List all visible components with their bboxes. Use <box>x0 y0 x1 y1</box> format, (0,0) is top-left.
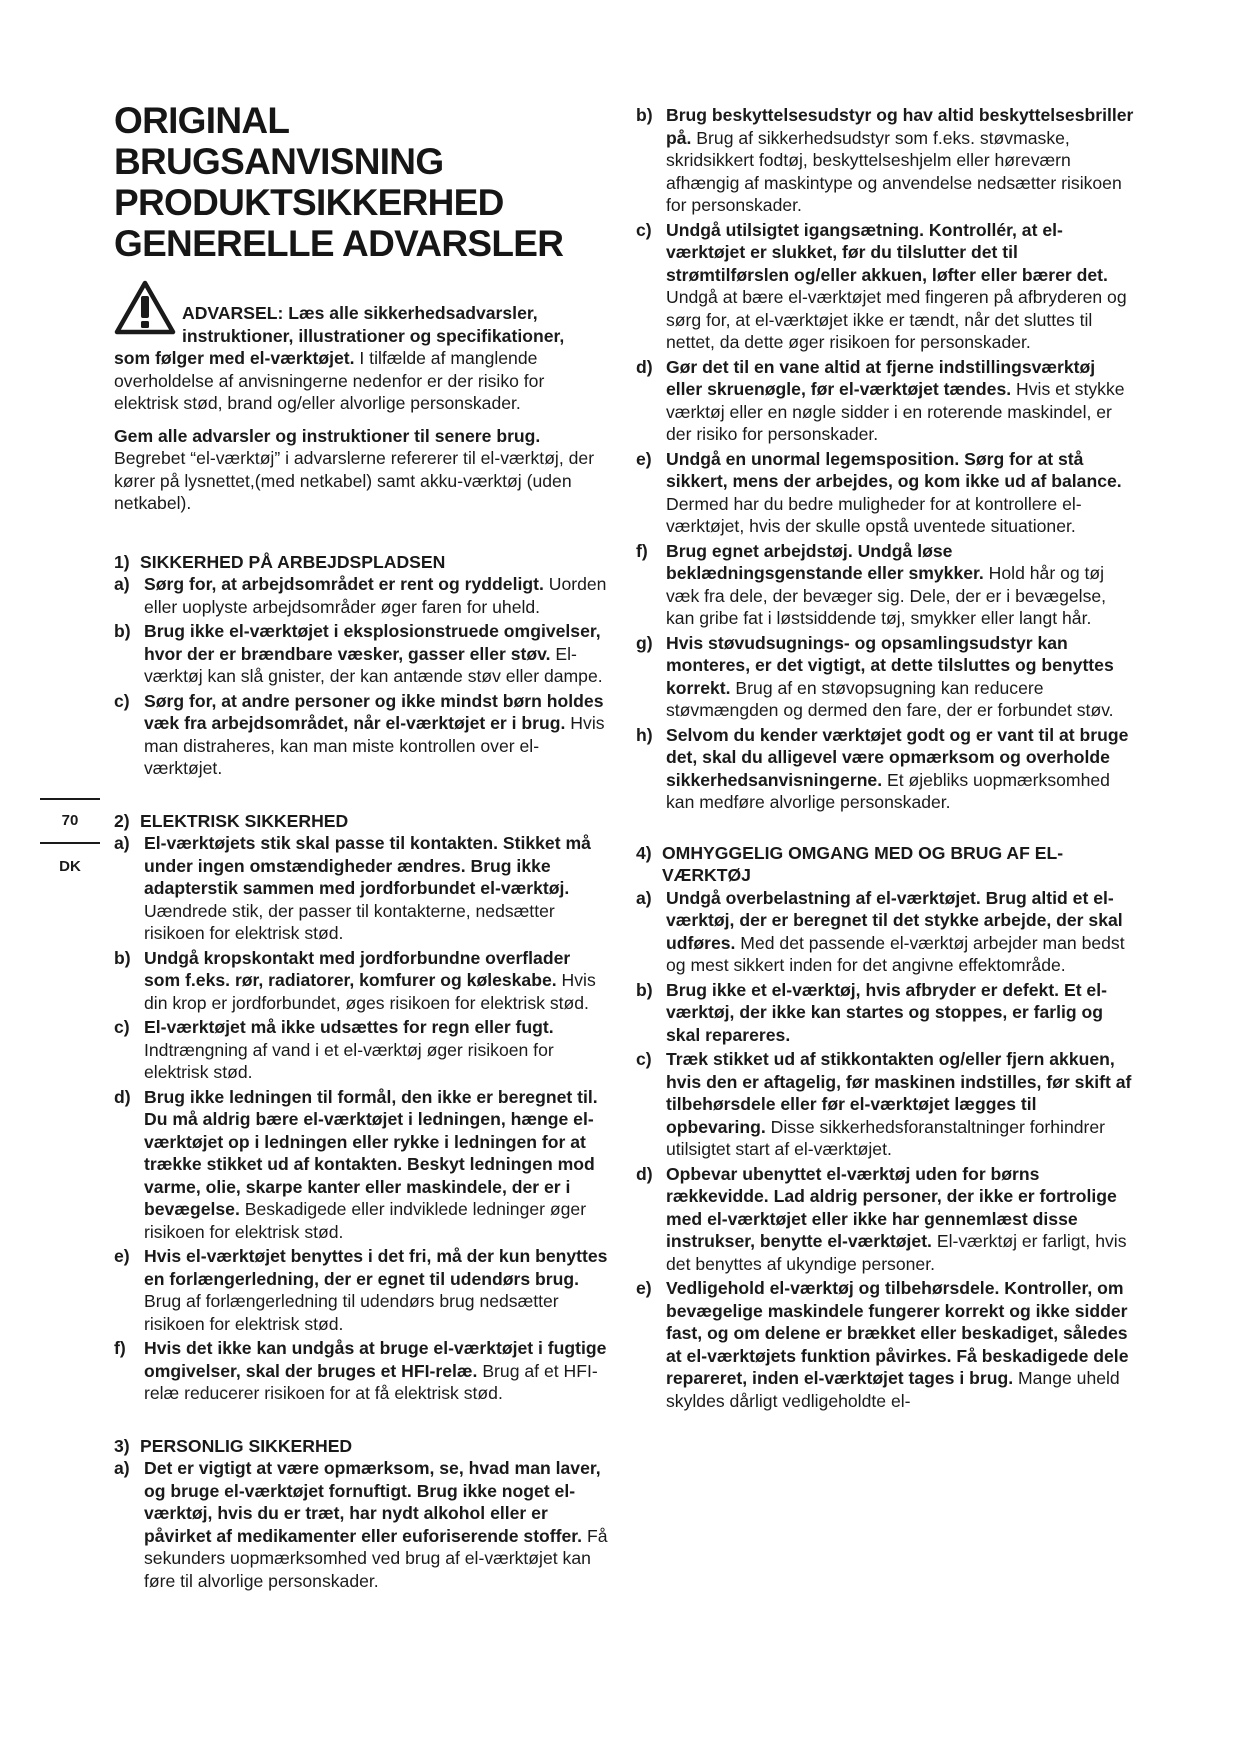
warning-bold: som følger med el-værktøjet. <box>114 348 355 368</box>
item-normal: Få sekunders uopmærksomhed ved brug af el-værktøjet kan føre til alvorlige personskader. <box>144 1525 608 1591</box>
item-bold: Undgå utilsigtet igangsætning. Kontrollér, at el-værktøjet er slukket, før du tilslutter det til strømtilførslen og/eller akkuen, løfter eller bærer det. <box>666 219 1108 285</box>
item-label: b) <box>114 621 131 641</box>
item-bold: Opbevar ubenyttet el-værktøj uden for børns rækkevidde. Lad aldrig personer, der ikke er fortrolige med el-værktøjet eller ikke har gennemlæst disse instrukser, benytte el-værktøjet. <box>666 1163 1117 1251</box>
definition-note: Begrebet “el-værktøj” i advarslerne refererer til el-værktøj, der kører på lysnettet,(med netkabel) samt akku-værktøj (uden netkabel). <box>114 448 595 513</box>
item-label: c) <box>636 1049 652 1069</box>
item-bold: Træk stikket ud af stikkontakten og/eller fjern akkuen, hvis den er aftagelig, før maskinen indstilles, før skift af tilbehørsdele eller før el-værktøjet lægges til opbevaring. <box>666 1049 1132 1137</box>
item-bold: Brug egnet arbejdstøj. Undgå løse beklædningsgenstande eller smykker. <box>666 540 984 583</box>
left-sections <box>114 551 611 1593</box>
item-bold: Brug ikke et el-værktøj, hvis afbryder er defekt. Et el-værktøj, der ikke kan startes og stoppes, er farlig og skal repareres. <box>666 979 1107 1045</box>
item-text <box>144 620 611 688</box>
item-bold: Vedligehold el-værktøj og tilbehørsdele. Kontroller, om bevægelige maskindele fungerer korrekt og ikke sidder fast, og om delene er brækket eller beskadiget, således at el-værktøjets funktion påvirkes. Få beskadigede dele repareret, inden el-værktøjet tages i brug. <box>666 1278 1129 1388</box>
warning-triangle-icon <box>114 280 176 336</box>
list-item <box>114 1086 611 1244</box>
item-bold: Brug ikke ledningen til formål, den ikke er beregnet til. Du må aldrig bære el-værktøjet i ledningen, hænge el-værktøjet op i ledningen eller rykke i ledningen for at trække stikket ud af kontakten. Beskyt ledningen mod varme, olie, skarpe kanter eller maskindele, der er i bevægelse. <box>144 1086 598 1219</box>
item-normal: El-værktøj er farligt, hvis det benyttes af ukyndige personer. <box>666 1231 1127 1274</box>
page-title <box>114 100 611 264</box>
item-text <box>666 724 1136 814</box>
item-bold: Selvom du kender værktøjet godt og er vant til at bruge det, skal du alligevel være opmærksom og overholde sikkerhedsanvisningerne. <box>666 724 1129 790</box>
list-item <box>636 356 1136 446</box>
title-line: PRODUKTSIKKERHED <box>114 182 504 223</box>
section-number: 2) <box>114 810 130 831</box>
list-item <box>114 1245 611 1335</box>
item-label: a) <box>114 833 130 853</box>
item-label: h) <box>636 724 653 745</box>
item-label: b) <box>636 979 653 1000</box>
item-label: a) <box>114 1458 130 1478</box>
item-label: e) <box>114 1246 130 1266</box>
item-label: e) <box>636 1278 652 1298</box>
list-item <box>636 1048 1136 1161</box>
item-bold: Undgå en unormal legemsposition. Sørg for at stå sikkert, mens der arbejdes, og kom ikke ud af balance. <box>666 448 1122 491</box>
save-note: Gem alle advarsler og instruktioner til senere brug. <box>114 425 541 446</box>
item-normal: Et øjebliks uopmærksomhed kan medføre alvorlige personskader. <box>666 769 1110 812</box>
section-heading <box>114 551 611 574</box>
list-item <box>636 219 1136 354</box>
item-normal: Undgå at bære el-værktøjet med fingeren på afbryderen og sørg for, at el-værktøjet ikke er tændt, når det sluttes til nettet, da dette øger risikoen for personskader. <box>666 287 1127 352</box>
item-text <box>144 1337 611 1405</box>
left-column <box>114 100 611 1594</box>
item-normal: Hvis din krop er jordforbundet, øges risikoen for elektrisk stød. <box>144 970 596 1013</box>
item-bold: Brug ikke el-værktøjet i eksplosionstruede omgivelser, hvor der er brændbare væsker, gasser eller støv. <box>144 621 601 664</box>
item-normal: Brug af sikkerhedsudstyr som f.eks. støvmaske, skridsikkert fodtøj, beskyttelseshjelm eller høreværn afhængig af maskintype og anvendelse nedsætter risikoen for personskader. <box>666 127 1122 215</box>
item-normal: Uorden eller uoplyste arbejdsområder øger faren for uheld. <box>144 574 607 617</box>
item-label: e) <box>636 448 652 469</box>
list-item <box>114 832 611 945</box>
item-text <box>666 219 1136 354</box>
item-normal: Mange uheld skyldes dårligt vedligeholdte el- <box>666 1368 1120 1411</box>
item-text <box>144 690 611 780</box>
item-text <box>666 1277 1136 1412</box>
item-label: f) <box>114 1338 126 1358</box>
list-item <box>114 1016 611 1084</box>
item-label: b) <box>636 105 653 125</box>
title-line: GENERELLE ADVARSLER <box>114 223 564 264</box>
item-text <box>666 448 1136 538</box>
list-item <box>636 540 1136 630</box>
item-normal: Med det passende el-værktøj arbejder man bedst og mest sikkert inden for det angivne effektområde. <box>666 932 1125 975</box>
item-normal: Disse sikkerhedsforanstaltninger forhindrer utilsigtet start af el-værktøjet. <box>666 1116 1106 1159</box>
item-bold: El-værktøjets stik skal passe til kontakten. Stikket må under ingen omstændigheder ændres. Brug ikke adapterstik sammen med jordforbundet el-værktøj. <box>144 833 591 898</box>
item-bold: Gør det til en vane altid at fjerne indstillingsværktøj eller skruenøgle, før el-værktøjet tændes. <box>666 356 1096 399</box>
item-label: d) <box>636 1163 653 1184</box>
list-item <box>114 1457 611 1592</box>
item-bold: Undgå kropskontakt med jordforbundne overflader som f.eks. rør, radiatorer, komfurer og køleskabe. <box>144 947 571 990</box>
section-heading <box>114 810 611 833</box>
item-bold: Hvis det ikke kan undgås at bruge el-værktøjet i fugtige omgivelser, skal der bruges et HFI-relæ. <box>144 1338 607 1381</box>
list-item <box>114 690 611 780</box>
section-title: OMHYGGELIG OMGANG MED OG BRUG AF EL-VÆRKTØJ <box>662 842 1064 885</box>
item-label: b) <box>114 947 131 968</box>
item-normal: Hold hår og tøj væk fra dele, der bevæger sig. Dele, der er i bevægelse, kan gribe fat i løstsiddende tøj, smykker eller langt hår. <box>666 563 1107 628</box>
item-text <box>144 1086 611 1244</box>
item-text <box>666 356 1136 446</box>
item-text <box>144 832 611 945</box>
list-item <box>636 724 1136 814</box>
item-text <box>144 573 611 618</box>
item-normal: Brug af en støvopsugning kan reducere støvmængden og dermed den fare, der er forbundet støv. <box>666 677 1114 720</box>
warning-block <box>114 280 611 415</box>
item-label: a) <box>636 887 652 908</box>
item-label: a) <box>114 574 130 594</box>
section-heading <box>114 1435 611 1458</box>
section-title: ELEKTRISK SIKKERHED <box>140 810 349 831</box>
item-text <box>666 632 1136 722</box>
item-text <box>666 979 1136 1047</box>
item-text <box>144 947 611 1015</box>
section-title: SIKKERHED PÅ ARBEJDSPLADSEN <box>140 551 446 572</box>
item-label: f) <box>636 540 648 561</box>
item-normal: Beskadigede eller indviklede ledninger øger risikoen for elektrisk stød. <box>144 1199 587 1242</box>
item-bold: El-værktøjet må ikke udsættes for regn eller fugt. <box>144 1017 554 1037</box>
warning-heading-2: instruktioner, illustrationer og specifikationer, <box>182 325 565 346</box>
list-item <box>636 632 1136 722</box>
language-code: DK <box>59 858 81 875</box>
tool-use-items <box>636 887 1136 1413</box>
section-title: PERSONLIG SIKKERHED <box>140 1435 353 1456</box>
item-label: c) <box>636 219 652 240</box>
item-text <box>666 887 1136 977</box>
list-item <box>636 448 1136 538</box>
item-normal: Hvis man distraheres, kan man miste kontrollen over el-værktøjet. <box>144 713 605 778</box>
warning-body <box>114 347 611 415</box>
item-normal: Uændrede stik, der passer til kontakterne, nedsætter risikoen for elektrisk stød. <box>144 900 555 943</box>
item-normal: Dermed har du bedre muligheder for at kontrollere el-værktøjet, hvis der skulle opstå uventede situationer. <box>666 493 1082 536</box>
item-bold: Brug beskyttelsesudstyr og hav altid beskyttelsesbriller på. <box>666 105 1134 148</box>
list-item <box>114 573 611 618</box>
item-normal: Hvis et stykke værktøj eller en nøgle sidder i en roterende maskindel, er der risiko for personskader. <box>666 379 1125 444</box>
section-heading <box>636 842 1136 887</box>
title-line: ORIGINAL BRUGSANVISNING <box>114 100 444 182</box>
item-normal: Brug af et HFI-relæ reducerer risikoen for at få elektrisk stød. <box>144 1360 598 1403</box>
item-normal: El-værktøj kan slå gnister, der kan antænde støv eller dampe. <box>144 643 603 686</box>
item-bold: Det er vigtigt at være opmærksom, se, hvad man laver, og bruge el-værktøjet fornuftigt. Brug ikke noget el-værktøj, hvis du er træt, har nydt alkohol eller er påvirket af medikamenter eller euforiserende stoffer. <box>144 1458 601 1546</box>
item-label: d) <box>114 1086 131 1107</box>
item-normal: Brug af forlængerledning til udendørs brug nedsætter risikoen for elektrisk stød. <box>144 1291 559 1334</box>
sidebar-rule-top <box>40 798 100 800</box>
warning-text: I tilfælde af manglende overholdelse af anvisningerne nedenfor er der risiko for elektrisk stød, brand og/eller alvorlige personskader. <box>114 348 545 413</box>
section-number: 3) <box>114 1435 130 1456</box>
list-item <box>636 104 1136 217</box>
list-item <box>636 1277 1136 1412</box>
item-bold: Sørg for, at andre personer og ikke mindst børn holdes væk fra arbejdsområdet, når el-værktøjet er i brug. <box>144 690 604 733</box>
section-number: 4) <box>636 842 652 863</box>
list-item <box>636 887 1136 977</box>
item-text <box>666 1048 1136 1161</box>
sidebar-rule-bottom <box>40 842 100 844</box>
warning-heading-1: ADVARSEL: Læs alle sikkerhedsadvarsler, <box>182 303 538 323</box>
item-label: c) <box>114 690 130 711</box>
item-label: g) <box>636 632 653 653</box>
item-text <box>666 104 1136 217</box>
item-text <box>144 1245 611 1335</box>
item-bold: Hvis el-værktøjet benyttes i det fri, må der kun benyttes en forlængerledning, der er egnet til udendørs brug. <box>144 1246 608 1289</box>
item-label: c) <box>114 1017 130 1037</box>
item-bold: Hvis støvudsugnings- og opsamlingsudstyr kan monteres, er det vigtigt, at dette tilsluttes og benyttes korrekt. <box>666 632 1114 698</box>
item-normal: Indtrængning af vand i et el-værktøj øger risikoen for elektrisk stød. <box>144 1039 554 1082</box>
item-text <box>666 540 1136 630</box>
list-item <box>636 979 1136 1047</box>
item-text <box>666 1163 1136 1276</box>
item-bold: Sørg for, at arbejdsområdet er rent og ryddeligt. <box>144 574 544 594</box>
page-number: 70 <box>61 812 79 829</box>
list-item <box>114 1337 611 1405</box>
list-item <box>114 947 611 1015</box>
item-bold: Undgå overbelastning af el-værktøjet. Brug altid et el-værktøj, der er beregnet til det stykke arbejde, der skal udføres. <box>666 887 1123 953</box>
personal-safety-continued <box>636 104 1136 814</box>
list-item <box>114 620 611 688</box>
right-column <box>636 104 1136 1414</box>
section-number: 1) <box>114 551 130 572</box>
list-item <box>636 1163 1136 1276</box>
item-text <box>144 1457 611 1592</box>
item-label: d) <box>636 356 653 377</box>
item-text <box>144 1016 611 1084</box>
